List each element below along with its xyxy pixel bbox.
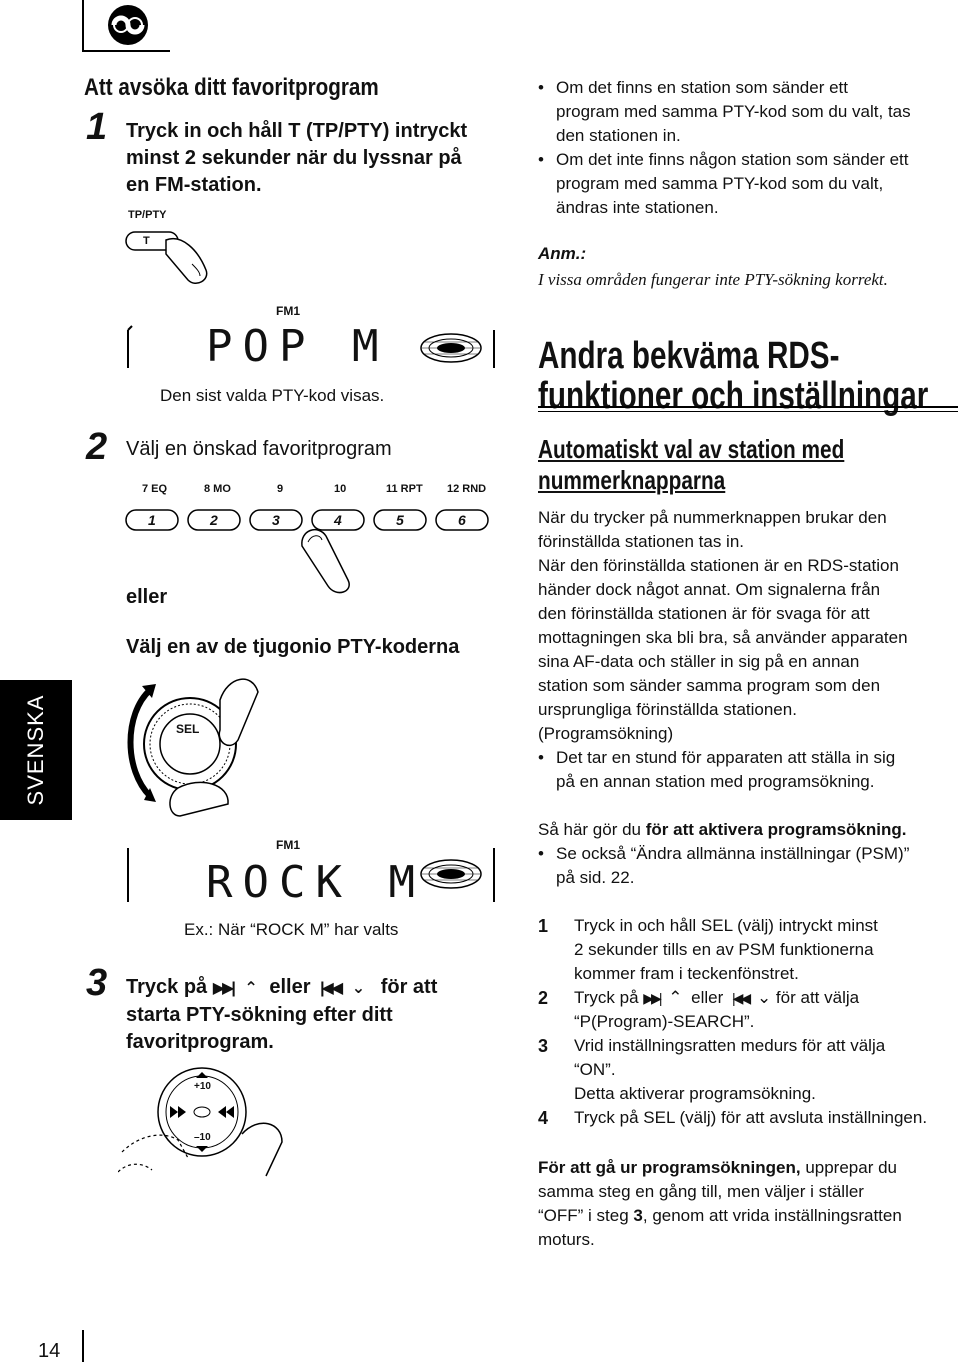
- display-caption: Ex.: När “ROCK M” har valts: [184, 920, 399, 939]
- language-tab: SVENSKA: [0, 680, 72, 820]
- lcd-text: POP M: [206, 321, 389, 372]
- band-indicator: FM1: [276, 838, 300, 852]
- previous-icon: |◀◀: [732, 990, 749, 1006]
- alt-step-text: Välj en av de tjugonio PTY-koderna: [126, 636, 460, 658]
- preset-button-5: 5: [396, 512, 404, 528]
- previous-icon: |◀◀: [320, 980, 341, 997]
- preset-button-4: 4: [334, 512, 342, 528]
- note-label: Anm.:: [538, 244, 587, 263]
- sub-heading: Automatiskt val av station med nummerknapparna: [538, 434, 845, 495]
- howto-text: Så här gör du för att aktivera programsökning. • Se också “Ändra allmänna inställningar (PSM)” på sid. 22.: [538, 818, 958, 890]
- step-number: 1: [86, 106, 108, 148]
- logo: [82, 0, 170, 52]
- pad-down-label: –10: [194, 1132, 211, 1143]
- preset-label: 12 RND: [447, 483, 487, 495]
- exit-paragraph: För att gå ur programsökningen, upprepar du samma steg en gång till, men väljer i ställer “OFF” i steg 3, genom att vrida inställningsratten moturs.: [538, 1158, 902, 1249]
- next-icon: ▶▶|: [643, 990, 660, 1006]
- preset-button-1: 1: [148, 512, 156, 528]
- section-heading: Andra bekväma RDS- funktioner och inställningar: [538, 335, 929, 417]
- preset-label: 8 MO: [204, 483, 231, 495]
- section-heading-left: Att avsöka ditt favoritprogram: [84, 74, 379, 101]
- next-icon: ▶▶|: [212, 980, 233, 997]
- chevron-up-icon: ⌃: [244, 980, 258, 997]
- heading-rule: [538, 411, 958, 412]
- preset-button-3: 3: [272, 512, 280, 528]
- tp-key-letter: T: [143, 235, 150, 247]
- paragraph: När du trycker på nummerknappen brukar den förinställda stationen tas in. När den förinställda stationen är en RDS-station händer dock något annat. Om signalerna från den förinställda stationen är för svaga för att mottagningen ska bli bra, så använder apparaten sina AF-data och ställer in sig på en annan station som sänder samma program som den ursprungliga förinställda stationen. (Programsökning) • Det tar en stund för apparaten att ställa in sig på en annan station med programsökning.: [538, 506, 958, 794]
- finger-icon: [296, 520, 366, 600]
- page-number: 14: [38, 1340, 61, 1362]
- step-2-text: Välj en önskad favoritprogram: [126, 438, 392, 460]
- jvc-symbol-icon: [88, 2, 168, 48]
- chevron-down-icon: ⌄: [351, 980, 366, 997]
- chevron-up-icon: ⌃: [668, 988, 683, 1007]
- sel-label: SEL: [176, 722, 200, 736]
- preset-label: 10: [334, 483, 347, 495]
- numbered-steps: 1 Tryck in och håll SEL (välj) intryckt minst 2 sekunder tills en av PSM funktionerna kommer fram i teckenfönstret. 2 Tryck på ▶▶| ⌃ eller |◀◀ ⌄ för att välja “P(Program)-SEARCH”. 3 Vrid inställningsratten medurs för att välja “ON”. Detta aktiverar programsökning. 4 Tryck på SEL (välj) för att avsluta inställningen.: [538, 916, 928, 1128]
- preset-button-2: 2: [210, 512, 218, 528]
- display-caption: Den sist valda PTY-kod visas.: [160, 386, 385, 405]
- heading-rule: [538, 406, 958, 408]
- sel-dial-illustration: [120, 670, 290, 820]
- tp-button-illustration: [122, 224, 222, 294]
- step-number: 2: [86, 426, 108, 468]
- preset-button-6: 6: [458, 512, 466, 528]
- or-text: eller: [126, 586, 168, 608]
- note-text: I vissa områden fungerar inte PTY-sökning korrekt.: [538, 270, 888, 289]
- preset-label: 7 EQ: [142, 483, 168, 495]
- pad-up-label: +10: [194, 1081, 211, 1092]
- chevron-down-icon: ⌄: [756, 988, 772, 1007]
- step-3-text: Tryck på ▶▶| ⌃ eller |◀◀ ⌄ för att starta PTY-sökning efter ditt favoritprogram.: [126, 976, 438, 1053]
- tp-pty-label: TP/PTY: [128, 209, 167, 221]
- step-1-text: Tryck in och håll T (TP/PTY) intryckt minst 2 sekunder när du lyssnar på en FM-station.: [126, 120, 468, 196]
- step-number: 3: [86, 962, 108, 1004]
- preset-label: 9: [277, 483, 284, 495]
- page-number-rule: [82, 1330, 84, 1362]
- bullet-list-top: • Om det finns en station som sänder ett program med samma PTY-kod som du valt, tas den stationen in. • Om det inte finns någon station som sänder ett program med samma PTY-kod som du valt, ändras inte stationen.: [538, 76, 958, 220]
- preset-label: 11 RPT: [386, 483, 423, 495]
- lcd-text: ROCK M: [206, 857, 425, 908]
- band-indicator: FM1: [276, 304, 300, 318]
